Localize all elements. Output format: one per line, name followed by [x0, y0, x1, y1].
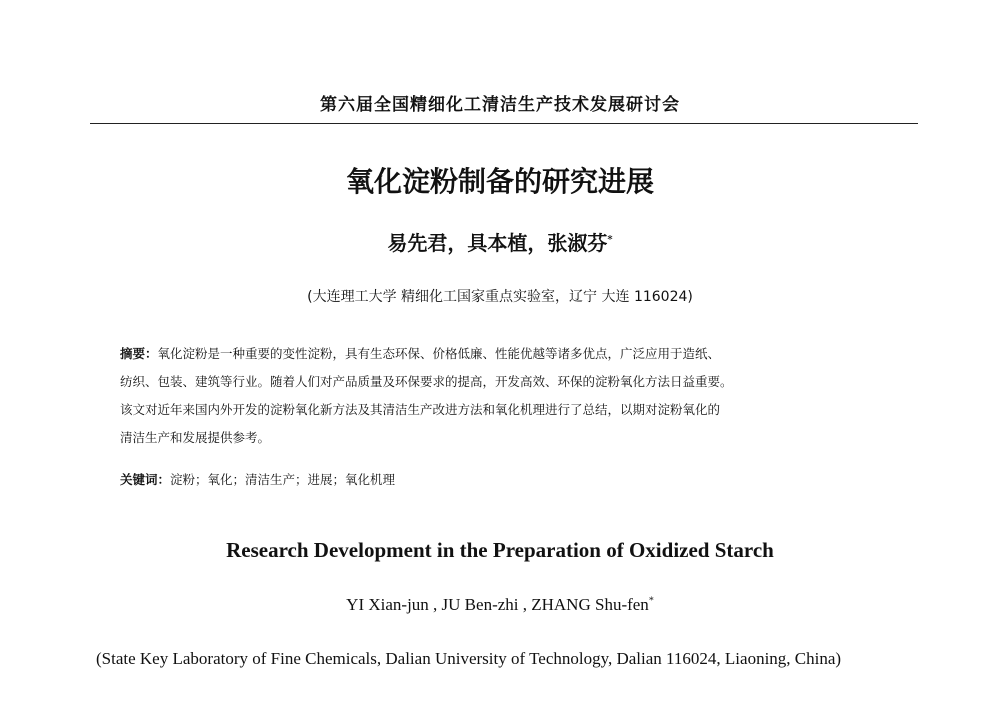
authors-english-names: YI Xian-jun , JU Ben-zhi , ZHANG Shu-fen	[346, 595, 649, 614]
abstract-chinese	[120, 340, 870, 452]
corresponding-author-mark-en: *	[648, 595, 654, 607]
abstract-line-text: 氧化淀粉是一种重要的变性淀粉，具有生态环保、价格低廉、性能优越等诸多优点，广泛应用于造纸、	[157, 346, 721, 361]
affiliation-chinese: (大连理工大学 精细化工国家重点实验室，辽宁 大连 116024)	[307, 289, 693, 305]
abstract-line: 纺织、包装、建筑等行业。随着人们对产品质量及环保要求的提高，开发高效、环保的淀粉氧化方法日益重要。	[120, 374, 733, 389]
authors-chinese	[0, 227, 1000, 256]
header-rule	[90, 123, 918, 124]
abstract-line	[120, 340, 870, 368]
abstract-line: 清洁生产和发展提供参考。	[120, 430, 271, 445]
abstract-label: 摘要：	[120, 346, 158, 361]
corresponding-author-mark: *	[607, 234, 613, 246]
keywords-chinese	[120, 470, 870, 488]
abstract-line: 该文对近年来国内外开发的淀粉氧化新方法及其清洁生产改进方法和氧化机理进行了总结，以期对淀粉氧化的	[120, 402, 721, 417]
title-chinese: 氧化淀粉制备的研究进展	[345, 165, 654, 198]
authors-english	[0, 595, 1000, 615]
keywords-label: 关键词：	[120, 472, 171, 487]
conference-header: 第六届全国精细化工清洁生产技术发展研讨会	[320, 95, 680, 115]
keywords-text: 淀粉；氧化；清洁生产；进展；氧化机理	[170, 472, 396, 487]
authors-chinese-names: 易先君，具本植，张淑芬	[387, 231, 608, 255]
affiliation-english: (State Key Laboratory of Fine Chemicals, Dalian University of Technology, Dalian 116024, Liaoning, China)	[96, 649, 842, 668]
title-english: Research Development in the Preparation of Oxidized Starch	[226, 538, 774, 562]
